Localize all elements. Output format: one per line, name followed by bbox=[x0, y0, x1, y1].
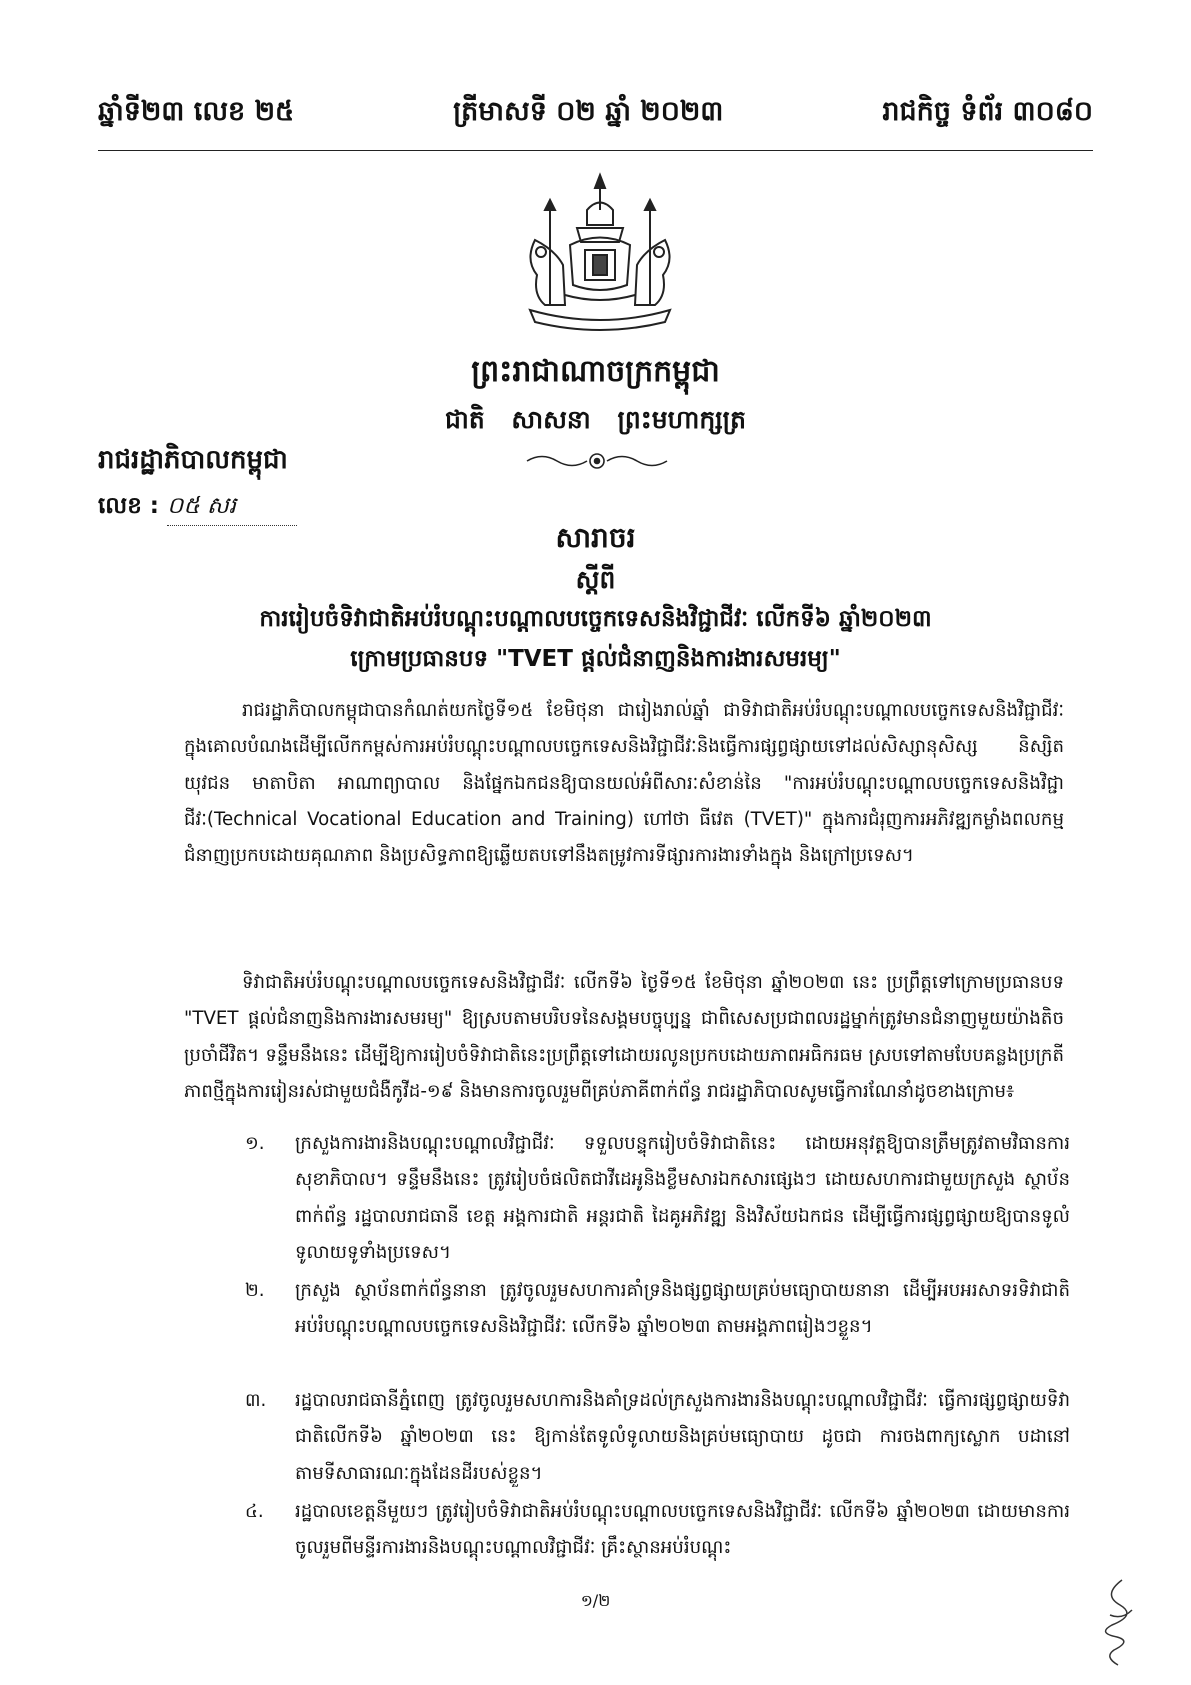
list-item bbox=[245, 1273, 1070, 1346]
gazette-date: ត្រីមាសទី ០២ ឆ្នាំ ២០២៣ bbox=[453, 95, 724, 127]
gazette-page: រាជកិច្ច ទំព័រ ៣០៨០ bbox=[882, 95, 1093, 127]
page-number: ១/២ bbox=[580, 1591, 611, 1610]
list-item-number: ៤. bbox=[245, 1501, 264, 1522]
list-item-number: ៣. bbox=[245, 1390, 267, 1411]
list-item bbox=[245, 1383, 1070, 1492]
document-number-value: ០៥ សរ bbox=[167, 492, 297, 526]
list-item-text: រដ្ឋបាលរាជធានីភ្នំពេញ ត្រូវចូលរួមសហការនិងគាំទ្រដល់ក្រសួងការងារនិងបណ្តុះបណ្តាលវិជ្ជាជីវៈ ធ្វើការផ្សព្វផ្សាយទិវាជាតិលើកទី៦ ឆ្នាំ២០២៣ នេះ ឱ្យកាន់តែទូលំទូលាយនិងគ្រប់មធ្យោបាយ ដូចជា ការចងពាក្យស្លោក បដានៅតាមទីសាធារណៈក្នុងដែនដីរបស់ខ្លួន។ bbox=[295, 1390, 1070, 1484]
paragraph-1 bbox=[184, 693, 1064, 874]
list-item-text: ក្រសួង ស្ថាប័នពាក់ព័ន្ធនានា ត្រូវចូលរួមសហការគាំទ្រនិងផ្សព្វផ្សាយគ្រប់មធ្យោបាយនានា ដើម្បីអបអរសាទរទិវាជាតិអប់រំបណ្តុះបណ្តាលបច្ចេកទេសនិងវិជ្ជាជីវៈ លើកទី៦ ឆ្នាំ២០២៣ តាមអង្គភាពរៀងៗខ្លួន។ bbox=[295, 1280, 1070, 1338]
subject-line-2: ក្រោមប្រធានបទ "TVET ផ្តល់ជំនាញនិងការងារសមរម្យ" bbox=[350, 646, 841, 672]
subject-line-1: ការរៀបចំទិវាជាតិអប់រំបណ្តុះបណ្តាលបច្ចេកទេសនិងវិជ្ជាជីវៈ លើកទី៦ ឆ្នាំ២០២៣ bbox=[259, 606, 932, 632]
national-motto: ជាតិ សាសនា ព្រះមហាក្សត្រ bbox=[445, 405, 746, 434]
royal-coat-of-arms-emblem bbox=[515, 170, 685, 335]
paragraph-2-text: ទិវាជាតិអប់រំបណ្តុះបណ្តាលបច្ចេកទេសនិងវិជ្ជាជីវៈ លើកទី៦ ថ្ងៃទី១៥ ខែមិថុនា ឆ្នាំ២០២៣ នេះ ប្រព្រឹត្តទៅក្រោមប្រធានបទ "TVET ផ្តល់ជំនាញនិងការងារសមរម្យ" ឱ្យស្របតាមបរិបទនៃសង្គមបច្ចុប្បន្ន ជាពិសេសប្រជាពលរដ្ឋម្នាក់ត្រូវមានជំនាញមួយយ៉ាងតិចប្រចាំជីវិត។ ទន្ទឹមនឹងនេះ ដើម្បីឱ្យការរៀបចំទិវាជាតិនេះប្រព្រឹត្តទៅដោយរលូនប្រកបដោយភាពអធិករធម ស្របទៅតាមបែបគន្លងប្រក្រតីភាពថ្មីក្នុងការរៀនរស់ជាមួយជំងឺកូវីដ-១៩ និងមានការចូលរួមពីគ្រប់ភាគីពាក់ព័ន្ធ រាជរដ្ឋាភិបាលសូមធ្វើការណែនាំដូចខាងក្រោម៖ bbox=[184, 972, 1064, 1103]
gazette-header bbox=[98, 90, 1093, 138]
list-item-number: ២. bbox=[245, 1280, 265, 1301]
paragraph-2 bbox=[184, 947, 1064, 1129]
document-type: សារាចរ bbox=[555, 521, 636, 554]
government-name: រាជរដ្ឋាភិបាលកម្ពុជា bbox=[98, 445, 288, 475]
list-item-text: រដ្ឋបាលខេត្តនីមួយៗ ត្រូវរៀបចំទិវាជាតិអប់រំបណ្តុះបណ្តាលបច្ចេកទេសនិងវិជ្ជាជីវៈ លើកទី៦ ឆ្នាំ២០២៣ ដោយមានការចូលរួមពីមន្ទីរការងារនិងបណ្តុះបណ្តាលវិជ្ជាជីវៈ គ្រឹះស្ថានអប់រំបណ្តុះ bbox=[295, 1501, 1070, 1559]
document-number-label: លេខ : bbox=[98, 493, 160, 519]
gazette-issue: ឆ្នាំទី២៣ លេខ ២៥ bbox=[98, 95, 295, 127]
initial-signature-mark bbox=[1092, 1575, 1142, 1670]
list-item-text: ក្រសួងការងារនិងបណ្តុះបណ្តាលវិជ្ជាជីវៈ ទទួលបន្ទុករៀបចំទិវាជាតិនេះ ដោយអនុវត្តឱ្យបានត្រឹមត្រូវតាមវិធានការសុខាភិបាល។ ទន្ទឹមនឹងនេះ ត្រូវរៀបចំផលិតជាវីដេអូនិងខ្លឹមសារឯកសារផ្សេងៗ ដោយសហការជាមួយក្រសួង ស្ថាប័នពាក់ព័ន្ធ រដ្ឋបាលរាជធានី ខេត្ត អង្គការជាតិ អន្តរជាតិ ដៃគូអភិវឌ្ឍ និងវិស័យឯកជន ដើម្បីធ្វើការផ្សព្វផ្សាយឱ្យបានទូលំទូលាយទូទាំងប្រទេស។ bbox=[295, 1133, 1070, 1263]
header-divider bbox=[98, 150, 1093, 151]
list-item bbox=[245, 1494, 1070, 1567]
list-item-number: ១. bbox=[245, 1133, 265, 1154]
document-about: ស្តីពី bbox=[575, 565, 616, 594]
paragraph-1-text: រាជរដ្ឋាភិបាលកម្ពុជាបានកំណត់យកថ្ងៃទី១៥ ខែមិថុនា ជារៀងរាល់ឆ្នាំ ជាទិវាជាតិអប់រំបណ្តុះបណ្តាលបច្ចេកទេសនិងវិជ្ជាជីវៈ ក្នុងគោលបំណងដើម្បីលើកកម្ពស់ការអប់រំបណ្តុះបណ្តាលបច្ចេកទេសនិងវិជ្ជាជីវៈនិងធ្វើការផ្សព្វផ្សាយទៅដល់សិស្សានុសិស្ស និស្សិត យុវជន មាតាបិតា អាណាព្យាបាល និងផ្នែកឯកជនឱ្យបានយល់អំពីសារៈសំខាន់នៃ "ការអប់រំបណ្តុះបណ្តាលបច្ចេកទេសនិងវិជ្ជាជីវៈ(Technical Vocational Education and Training) ហៅថា ធីវេត (TVET)" ក្នុងការជំរុញការអភិវឌ្ឍកម្លាំងពលកម្មជំនាញប្រកបដោយគុណភាព និងប្រសិទ្ធភាពឱ្យឆ្លើយតបទៅនឹងតម្រូវការទីផ្សារការងារទាំងក្នុង និងក្រៅប្រទេស។ bbox=[184, 700, 1064, 867]
list-item bbox=[245, 1126, 1070, 1271]
kingdom-title: ព្រះរាជាណាចក្រកម្ពុជា bbox=[471, 354, 720, 389]
decorative-ornament bbox=[522, 450, 672, 472]
